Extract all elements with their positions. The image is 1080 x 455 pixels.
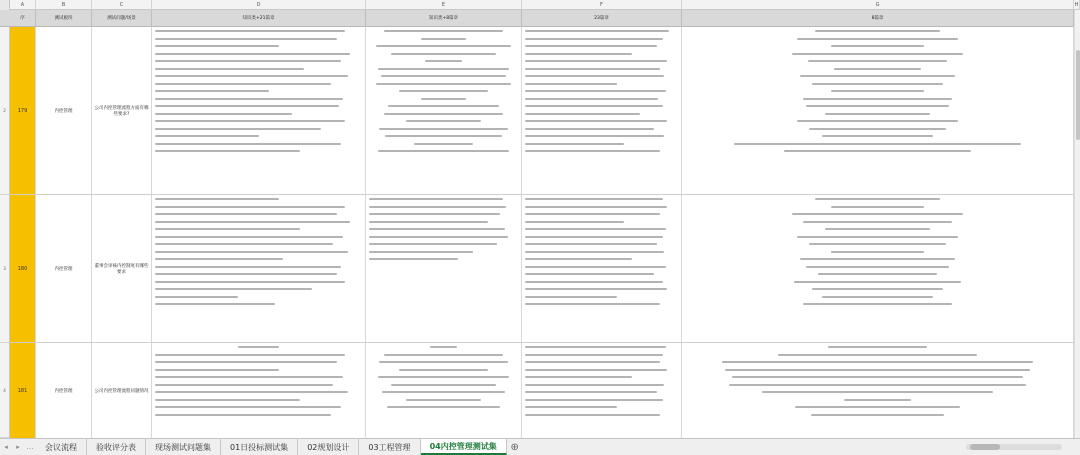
answer-cell[interactable] <box>522 27 682 194</box>
table-row <box>10 195 1080 343</box>
sheet-tab[interactable]: 会议流程 <box>36 439 87 455</box>
header-cell-knowledge-21: 知识类+21篇章 <box>152 10 366 27</box>
column-header[interactable]: F <box>522 0 682 10</box>
select-all-corner[interactable] <box>0 0 10 10</box>
answer-cell[interactable] <box>152 343 366 438</box>
category-cell[interactable]: 内控管理 <box>36 195 92 342</box>
vertical-scrollbar[interactable] <box>1074 10 1080 438</box>
scrollbar-thumb[interactable] <box>970 444 1000 450</box>
answer-cell[interactable] <box>366 27 522 194</box>
category-cell[interactable]: 内控管理 <box>36 343 92 438</box>
column-header[interactable]: H <box>1074 2 1079 8</box>
answer-cell[interactable] <box>366 343 522 438</box>
header-cell-question: 测试问题/场景 <box>92 10 152 27</box>
sheet-tab-active[interactable]: 04内控管理测试集 <box>421 439 507 455</box>
horizontal-scrollbar[interactable] <box>960 439 1080 455</box>
triangle-left-icon[interactable]: ◂ <box>4 443 8 451</box>
row-number-cell[interactable]: 179 <box>10 27 36 194</box>
column-header[interactable]: B <box>36 0 92 10</box>
answer-cell[interactable] <box>682 343 1074 438</box>
answer-cell[interactable] <box>152 27 366 194</box>
answer-cell[interactable] <box>522 343 682 438</box>
triangle-right-icon[interactable]: ▸ <box>16 443 20 451</box>
answer-cell[interactable] <box>366 195 522 342</box>
header-cell-index: 序 <box>10 10 36 27</box>
table-row <box>10 27 1080 195</box>
column-header[interactable]: D <box>152 0 366 10</box>
column-header[interactable]: C <box>92 0 152 10</box>
sheet-tab-bar <box>0 438 1080 455</box>
sheet-tab[interactable]: 验收评分表 <box>87 439 146 455</box>
question-cell[interactable]: 董事会审核内控制度有哪些要求 <box>92 195 152 342</box>
table-header-row <box>0 10 1080 27</box>
answer-cell[interactable] <box>682 27 1074 194</box>
table-row <box>10 343 1080 438</box>
header-cell-8-chapters: 8篇章 <box>682 10 1074 27</box>
row-header[interactable]: 4 <box>0 343 10 438</box>
category-cell[interactable]: 内控管理 <box>36 27 92 194</box>
sheet-tab[interactable]: 01日投标测试集 <box>221 439 298 455</box>
answer-cell[interactable] <box>682 195 1074 342</box>
more-tabs-icon[interactable]: … <box>26 443 34 451</box>
question-cell[interactable]: 公司内控管理流程问题情况 <box>92 343 152 438</box>
column-header[interactable]: A <box>10 0 36 10</box>
row-header[interactable]: 2 <box>0 27 10 195</box>
plus-icon[interactable]: ⊕ <box>510 441 519 453</box>
answer-cell[interactable] <box>522 195 682 342</box>
column-header-bar <box>0 0 1080 10</box>
column-header[interactable]: G <box>682 0 1074 10</box>
header-cell-23-chapters: 23篇章 <box>522 10 682 27</box>
sheet-tab[interactable]: 03工程管理 <box>359 439 420 455</box>
question-cell[interactable]: 公司内控管理流程方面有哪些要求? <box>92 27 152 194</box>
row-header[interactable]: 3 <box>0 195 10 343</box>
column-header[interactable]: E <box>366 0 522 10</box>
answer-cell[interactable] <box>152 195 366 342</box>
header-cell-module: 测试板块 <box>36 10 92 27</box>
sheet-tab[interactable]: 现场测试问题集 <box>146 439 221 455</box>
scrollbar-thumb[interactable] <box>1076 50 1080 140</box>
sheet-tab[interactable]: 02规划设计 <box>298 439 359 455</box>
row-number-cell[interactable]: 180 <box>10 195 36 342</box>
header-cell-knowledge-8: 知识类+8篇章 <box>366 10 522 27</box>
row-number-cell[interactable]: 181 <box>10 343 36 438</box>
